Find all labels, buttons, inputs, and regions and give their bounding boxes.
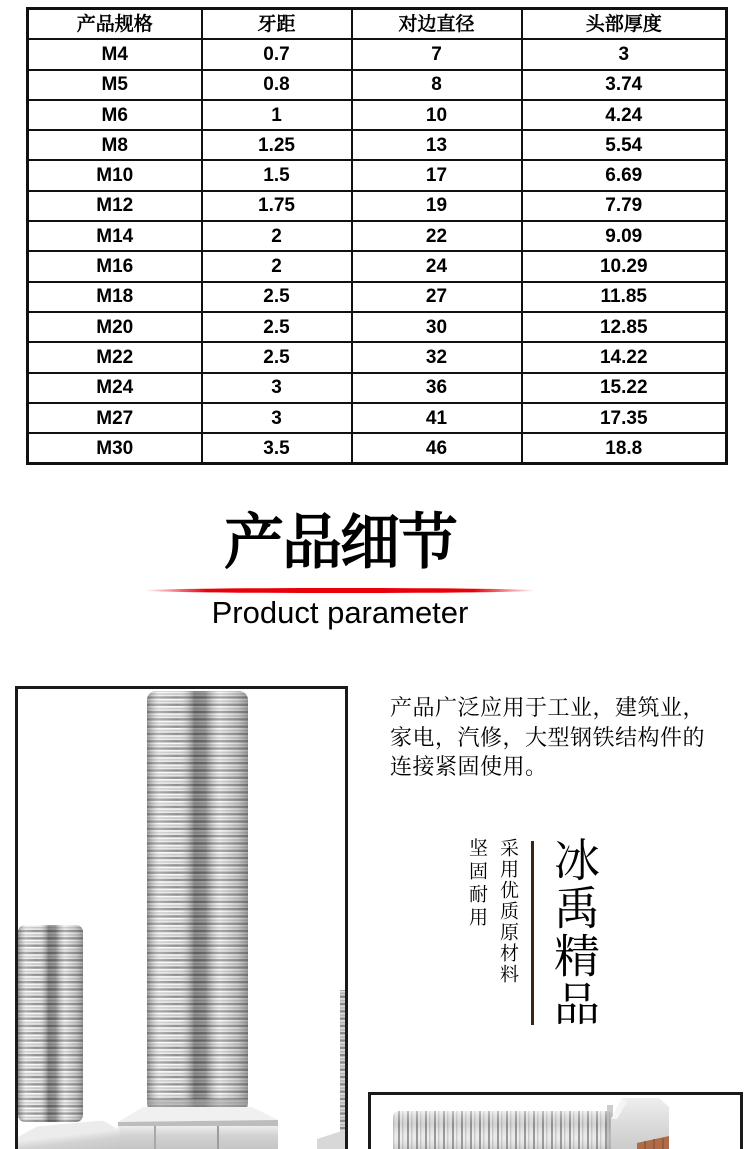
spec-cell: M27	[28, 403, 202, 433]
spec-cell: 14.22	[522, 342, 727, 372]
table-row	[28, 282, 727, 312]
table-row	[28, 70, 727, 100]
spec-cell: 8	[352, 70, 522, 100]
spec-cell: 6.69	[522, 160, 727, 190]
spec-cell: M14	[28, 221, 202, 251]
spec-cell: M24	[28, 373, 202, 403]
short-bolt	[18, 925, 123, 1149]
table-row	[28, 130, 727, 160]
spec-cell: 0.7	[202, 39, 352, 69]
section-subtitle: Product parameter	[211, 595, 469, 630]
spec-cell: 41	[352, 403, 522, 433]
spec-cell: M30	[28, 433, 202, 464]
brand-divider-line	[531, 841, 534, 1025]
table-row	[28, 312, 727, 342]
vertical-note-durable: 坚固耐用	[466, 838, 487, 930]
spec-cell: 7.79	[522, 191, 727, 221]
horizontal-bolt	[393, 1098, 669, 1149]
spec-cell: M4	[28, 39, 202, 69]
spec-cell: 3.74	[522, 70, 727, 100]
spec-cell: 17	[352, 160, 522, 190]
spec-cell: 17.35	[522, 403, 727, 433]
description-line: 家电，汽修，大型钢铁结构件的	[390, 724, 706, 750]
spec-cell: 7	[352, 39, 522, 69]
table-row	[28, 373, 727, 403]
vertical-brand-name: 冰禹精品	[548, 836, 600, 1028]
spec-cell: 24	[352, 251, 522, 281]
spec-cell: 0.8	[202, 70, 352, 100]
spec-cell: 1.75	[202, 191, 352, 221]
spec-cell: 2	[202, 251, 352, 281]
table-row	[28, 433, 727, 464]
table-row	[28, 160, 727, 190]
spec-cell: M8	[28, 130, 202, 160]
spec-cell: 3	[202, 403, 352, 433]
spec-cell: 22	[352, 221, 522, 251]
table-row	[28, 251, 727, 281]
spec-cell: 3	[202, 373, 352, 403]
spec-cell: 1.5	[202, 160, 352, 190]
table-row	[28, 191, 727, 221]
spec-cell: 30	[352, 312, 522, 342]
vertical-note-material: 采用优质原材料	[497, 838, 518, 985]
spec-cell: M18	[28, 282, 202, 312]
spec-cell: 3.5	[202, 433, 352, 464]
table-row	[28, 403, 727, 433]
spec-cell: 4.24	[522, 100, 727, 130]
spec-cell: 12.85	[522, 312, 727, 342]
spec-cell: 5.54	[522, 130, 727, 160]
product-description	[390, 693, 705, 782]
description-line: 连接紧固使用。	[390, 754, 548, 779]
bolt-illustration-side	[371, 1095, 740, 1149]
description-line: 产品广泛应用于工业，建筑业，	[390, 695, 706, 720]
spec-cell: 9.09	[522, 221, 727, 251]
table-row	[28, 100, 727, 130]
spec-cell: 2.5	[202, 282, 352, 312]
spec-cell: 10	[352, 100, 522, 130]
spec-cell: 19	[352, 191, 522, 221]
spec-cell: M10	[28, 160, 202, 190]
bolt-photo-vertical	[15, 686, 348, 1149]
spec-cell: 18.8	[522, 433, 727, 464]
spec-cell: 1.25	[202, 130, 352, 160]
spec-cell: 1	[202, 100, 352, 130]
column-header: 产品规格	[28, 9, 202, 40]
column-header: 牙距	[202, 9, 352, 40]
spec-cell: 11.85	[522, 282, 727, 312]
spec-cell: M12	[28, 191, 202, 221]
spec-cell: M20	[28, 312, 202, 342]
spec-cell: 27	[352, 282, 522, 312]
table-header-row	[28, 9, 727, 40]
table-row	[28, 39, 727, 69]
spec-cell: 2.5	[202, 312, 352, 342]
spec-cell: 13	[352, 130, 522, 160]
spec-table	[26, 7, 728, 465]
spec-cell: 15.22	[522, 373, 727, 403]
spec-cell: 3	[522, 39, 727, 69]
column-header: 头部厚度	[522, 9, 727, 40]
spec-cell: M6	[28, 100, 202, 130]
partial-bolt	[317, 990, 345, 1149]
spec-cell: M5	[28, 70, 202, 100]
tall-bolt	[118, 691, 278, 1149]
section-title: 产品细节	[224, 509, 456, 576]
bolt-illustration	[18, 689, 345, 1149]
table-row	[28, 342, 727, 372]
red-divider	[144, 588, 536, 593]
spec-cell: 10.29	[522, 251, 727, 281]
spec-cell: 36	[352, 373, 522, 403]
spec-cell: 2.5	[202, 342, 352, 372]
table-row	[28, 221, 727, 251]
spec-cell: 32	[352, 342, 522, 372]
column-header: 对边直径	[352, 9, 522, 40]
spec-cell: 46	[352, 433, 522, 464]
spec-cell: M16	[28, 251, 202, 281]
spec-cell: M22	[28, 342, 202, 372]
spec-cell: 2	[202, 221, 352, 251]
bolt-photo-horizontal	[368, 1092, 743, 1149]
